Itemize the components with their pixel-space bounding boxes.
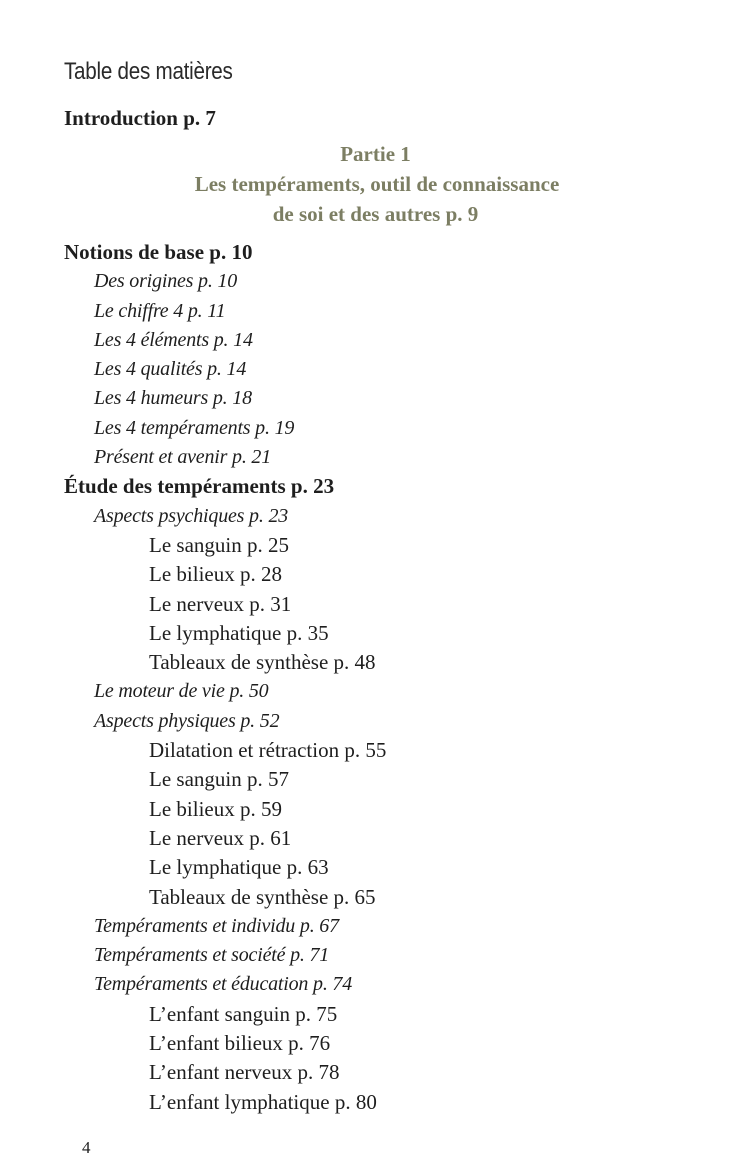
document-title: Table des matières xyxy=(64,58,233,85)
toc-subsection: Présent et avenir p. 21 xyxy=(94,446,272,469)
toc-list xyxy=(0,238,754,1117)
toc-item: Le lymphatique p. 35 xyxy=(149,620,329,645)
toc-subsection: Aspects physiques p. 52 xyxy=(94,709,280,732)
toc-introduction: Introduction p. 7 xyxy=(64,106,216,130)
toc-item: Le nerveux p. 61 xyxy=(149,825,292,850)
toc-subsection: Les 4 humeurs p. 18 xyxy=(94,387,252,410)
toc-item: Le sanguin p. 25 xyxy=(149,532,289,557)
part-title-line1: Les tempéraments, outil de connaissance xyxy=(194,172,560,196)
toc-item: Le bilieux p. 28 xyxy=(149,562,282,587)
toc-subsection: Tempéraments et éducation p. 74 xyxy=(94,973,353,996)
toc-item: Le sanguin p. 57 xyxy=(149,767,289,792)
toc-subsection: Le chiffre 4 p. 11 xyxy=(94,299,226,322)
toc-subsection: Tempéraments et société p. 71 xyxy=(94,944,330,967)
toc-section: Notions de base p. 10 xyxy=(64,240,253,264)
toc-subsection: Des origines p. 10 xyxy=(94,270,238,293)
toc-subsection: Les 4 tempéraments p. 19 xyxy=(94,416,295,439)
part-title-line2: de soi et des autres p. 9 xyxy=(272,202,479,226)
toc-item: Le lymphatique p. 63 xyxy=(149,855,329,880)
part-label: Partie 1 xyxy=(340,142,411,166)
toc-item: L’enfant lymphatique p. 80 xyxy=(149,1089,377,1114)
toc-subsection: Tempéraments et individu p. 67 xyxy=(94,914,339,937)
toc-item: Dilatation et rétraction p. 55 xyxy=(149,738,387,763)
toc-subsection: Le moteur de vie p. 50 xyxy=(94,680,269,703)
toc-item: Tableaux de synthèse p. 65 xyxy=(149,884,376,909)
toc-item: L’enfant nerveux p. 78 xyxy=(149,1060,340,1085)
toc-subsection: Les 4 qualités p. 14 xyxy=(94,358,247,381)
toc-item: L’enfant sanguin p. 75 xyxy=(149,1001,338,1026)
toc-item: Le bilieux p. 59 xyxy=(149,796,282,821)
toc-item: Le nerveux p. 31 xyxy=(149,591,292,616)
page-number: 4 xyxy=(82,1138,91,1157)
toc-section: Étude des tempéraments p. 23 xyxy=(64,474,335,499)
toc-subsection: Les 4 éléments p. 14 xyxy=(94,328,253,351)
part-heading xyxy=(0,139,754,229)
toc-item: Tableaux de synthèse p. 48 xyxy=(149,650,376,675)
toc-item: L’enfant bilieux p. 76 xyxy=(149,1031,331,1056)
toc-subsection: Aspects psychiques p. 23 xyxy=(94,504,289,527)
